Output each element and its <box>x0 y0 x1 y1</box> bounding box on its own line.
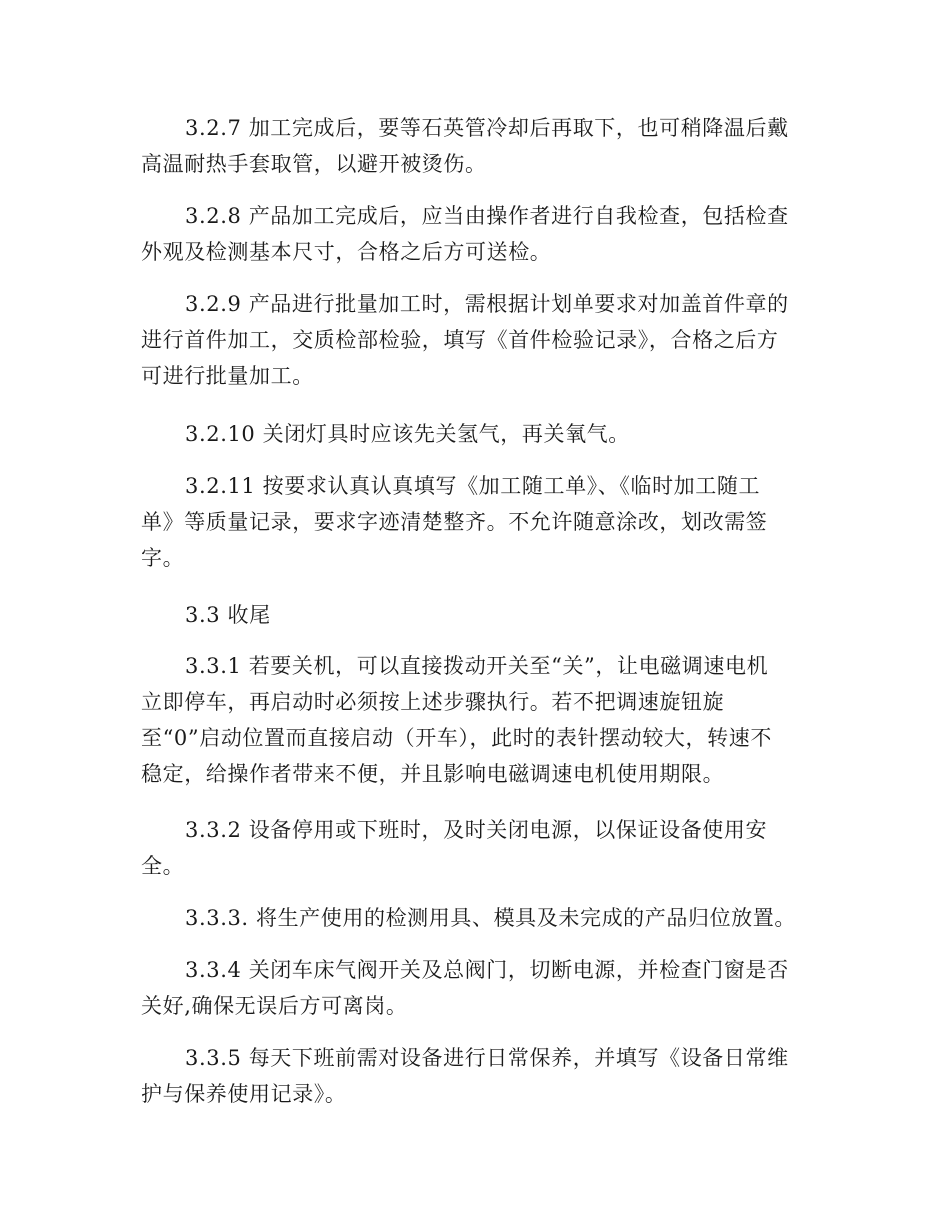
text-line: 3.2.8 产品加工完成后，应当由操作者进行自我检查，包括检查 <box>185 204 789 228</box>
text-line: 至“0”启动位置而直接启动（开车），此时的表针摆动较大，转速不 <box>141 726 772 750</box>
text-line: 可进行批量加工。 <box>141 364 314 388</box>
section-heading-3-3 <box>141 597 811 633</box>
text-line: 3.3.3. 将生产使用的检测用具、模具及未完成的产品归位放置。 <box>185 906 796 930</box>
text-line: 关好,确保无误后方可离岗。 <box>141 994 408 1018</box>
paragraph-3-3-2 <box>141 812 811 884</box>
text-line: 字。 <box>141 546 185 570</box>
text-line: 3.3.2 设备停用或下班时，及时关闭电源，以保证设备使用安 <box>185 818 768 842</box>
text-line: 3.3.5 每天下班前需对设备进行日常保养，并填写《设备日常维 <box>185 1046 789 1070</box>
paragraph-3-3-1 <box>141 648 811 792</box>
paragraph-3-2-9 <box>141 286 811 394</box>
paragraph-3-2-8 <box>141 198 811 270</box>
text-line: 3.2.7 加工完成后，要等石英管冷却后再取下，也可稍降温后戴 <box>185 116 789 140</box>
paragraph-3-3-5 <box>141 1040 811 1112</box>
paragraph-3-3-4 <box>141 952 811 1024</box>
text-line: 高温耐热手套取管，以避开被烫伤。 <box>141 152 487 176</box>
text-line: 单》等质量记录，要求字迹清楚整齐。不允许随意涂改，划改需签 <box>141 510 768 534</box>
text-line: 稳定，给操作者带来不便，并且影响电磁调速电机使用期限。 <box>141 762 725 786</box>
text-line: 3.2.9 产品进行批量加工时，需根据计划单要求对加盖首件章的 <box>185 292 789 316</box>
text-line: 3.3.1 若要关机，可以直接拨动开关至“关”，让电磁调速电机 <box>185 654 769 678</box>
paragraph-3-2-10 <box>141 416 811 452</box>
text-line: 进行首件加工，交质检部检验，填写《首件检验记录》，合格之后方 <box>141 328 779 352</box>
text-line: 全。 <box>141 854 185 878</box>
paragraph-3-2-7 <box>141 110 811 182</box>
paragraph-3-2-11 <box>141 468 811 576</box>
paragraph-3-3-3 <box>141 900 811 936</box>
text-line: 外观及检测基本尺寸，合格之后方可送检。 <box>141 240 552 264</box>
text-line: 护与保养使用记录》。 <box>141 1082 347 1106</box>
text-line: 3.3.4 关闭车床气阀开关及总阀门，切断电源，并检查门窗是否 <box>185 958 789 982</box>
text-line: 立即停车，再启动时必须按上述步骤执行。若不把调速旋钮旋 <box>141 690 725 714</box>
text-line: 3.2.11 按要求认真认真填写《加工随工单》、《临时加工随工 <box>185 474 761 498</box>
text-line: 3.3 收尾 <box>185 603 271 627</box>
text-line: 3.2.10 关闭灯具时应该先关氢气，再关氧气。 <box>185 422 630 446</box>
